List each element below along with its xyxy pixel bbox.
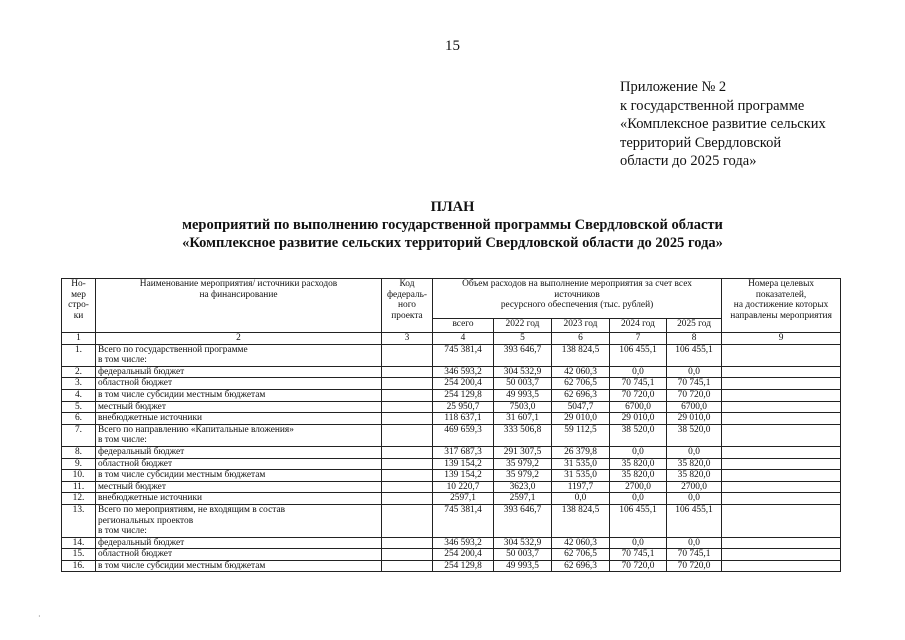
row-2024: 0,0 xyxy=(610,446,667,458)
row-targets xyxy=(722,366,841,378)
row-targets xyxy=(722,481,841,493)
row-number: 3. xyxy=(62,378,96,390)
row-2024: 35 820,0 xyxy=(610,470,667,482)
row-name: Всего по мероприятиям, не входящим в состав региональных проектов в том числе: xyxy=(96,504,382,537)
row-total: 10 220,7 xyxy=(433,481,494,493)
row-targets xyxy=(722,378,841,390)
row-2024: 6700,0 xyxy=(610,401,667,413)
row-2022: 50 003,7 xyxy=(494,378,552,390)
row-2023: 1197,7 xyxy=(552,481,610,493)
row-2022: 31 607,1 xyxy=(494,413,552,425)
row-2024: 70 720,0 xyxy=(610,560,667,572)
row-name: в том числе субсидии местным бюджетам xyxy=(96,470,382,482)
plan-table xyxy=(61,278,841,572)
row-targets xyxy=(722,413,841,425)
table-row xyxy=(62,470,841,482)
row-2022: 304 532,9 xyxy=(494,537,552,549)
row-total: 25 950,7 xyxy=(433,401,494,413)
header-row-number: Но- мер стро- ки xyxy=(62,279,96,333)
row-total: 346 593,2 xyxy=(433,537,494,549)
row-total: 745 381,4 xyxy=(433,344,494,366)
appendix-block xyxy=(620,78,890,171)
row-total: 2597,1 xyxy=(433,493,494,505)
row-2025: 0,0 xyxy=(667,446,722,458)
header-2025: 2025 год xyxy=(667,319,722,333)
row-2025: 106 455,1 xyxy=(667,504,722,537)
column-number-row xyxy=(62,333,841,345)
row-2025: 0,0 xyxy=(667,493,722,505)
row-code xyxy=(382,493,433,505)
row-total: 254 129,8 xyxy=(433,560,494,572)
row-targets xyxy=(722,537,841,549)
row-targets xyxy=(722,344,841,366)
appendix-line: территорий Свердловской xyxy=(620,134,782,151)
row-2023: 42 060,3 xyxy=(552,537,610,549)
row-targets xyxy=(722,560,841,572)
row-2025: 35 820,0 xyxy=(667,458,722,470)
row-2023: 31 535,0 xyxy=(552,458,610,470)
row-total: 317 687,3 xyxy=(433,446,494,458)
row-targets xyxy=(722,401,841,413)
table-row xyxy=(62,424,841,446)
row-targets xyxy=(722,458,841,470)
column-number: 1 xyxy=(62,333,96,345)
row-2024: 38 520,0 xyxy=(610,424,667,446)
row-2023: 62 706,5 xyxy=(552,378,610,390)
row-name: областной бюджет xyxy=(96,378,382,390)
row-2022: 3623,0 xyxy=(494,481,552,493)
table-row xyxy=(62,401,841,413)
row-total: 254 200,4 xyxy=(433,549,494,561)
row-2023: 62 696,3 xyxy=(552,389,610,401)
row-code xyxy=(382,446,433,458)
row-2022: 393 646,7 xyxy=(494,504,552,537)
row-number: 2. xyxy=(62,366,96,378)
column-number: 2 xyxy=(96,333,382,345)
row-number: 16. xyxy=(62,560,96,572)
row-2024: 70 745,1 xyxy=(610,378,667,390)
appendix-line: области до 2025 года» xyxy=(620,153,757,169)
row-name: федеральный бюджет xyxy=(96,446,382,458)
row-name: местный бюджет xyxy=(96,481,382,493)
header-2023: 2023 год xyxy=(552,319,610,333)
row-code xyxy=(382,344,433,366)
row-2025: 38 520,0 xyxy=(667,424,722,446)
row-targets xyxy=(722,470,841,482)
row-number: 1. xyxy=(62,344,96,366)
table-row xyxy=(62,537,841,549)
row-2023: 42 060,3 xyxy=(552,366,610,378)
row-code xyxy=(382,413,433,425)
column-number: 6 xyxy=(552,333,610,345)
title-line-plan: ПЛАН xyxy=(430,199,475,215)
row-total: 139 154,2 xyxy=(433,470,494,482)
row-code xyxy=(382,378,433,390)
row-2022: 333 506,8 xyxy=(494,424,552,446)
row-code xyxy=(382,401,433,413)
row-2022: 50 003,7 xyxy=(494,549,552,561)
table-row xyxy=(62,366,841,378)
column-number: 4 xyxy=(433,333,494,345)
row-targets xyxy=(722,446,841,458)
title-line: мероприятий по выполнению государственной программы Свердловской области xyxy=(182,217,723,233)
header-target-indicators: Номера целевых показателей, на достижение которых направлены мероприятия xyxy=(722,279,841,333)
row-total: 139 154,2 xyxy=(433,458,494,470)
row-2024: 35 820,0 xyxy=(610,458,667,470)
row-2024: 0,0 xyxy=(610,537,667,549)
row-2025: 70 720,0 xyxy=(667,389,722,401)
table-row xyxy=(62,549,841,561)
row-name: федеральный бюджет xyxy=(96,366,382,378)
row-2023: 138 824,5 xyxy=(552,344,610,366)
row-2025: 70 745,1 xyxy=(667,549,722,561)
row-targets xyxy=(722,389,841,401)
row-2022: 2597,1 xyxy=(494,493,552,505)
row-name: Всего по направлению «Капитальные вложения» в том числе: xyxy=(96,424,382,446)
document-title xyxy=(0,198,905,252)
row-targets xyxy=(722,549,841,561)
appendix-line: Приложение № 2 xyxy=(620,79,727,95)
header-amount-group: Объем расходов на выполнение мероприятия за счет всех источников ресурсного обеспечения (тыс. рублей) xyxy=(433,279,722,319)
row-number: 6. xyxy=(62,413,96,425)
table-row xyxy=(62,493,841,505)
row-name: местный бюджет xyxy=(96,401,382,413)
row-2023: 31 535,0 xyxy=(552,470,610,482)
column-number: 7 xyxy=(610,333,667,345)
row-2024: 29 010,0 xyxy=(610,413,667,425)
row-2024: 0,0 xyxy=(610,366,667,378)
table-row xyxy=(62,413,841,425)
row-2023: 59 112,5 xyxy=(552,424,610,446)
row-2023: 5047,7 xyxy=(552,401,610,413)
row-2024: 2700,0 xyxy=(610,481,667,493)
row-total: 254 129,8 xyxy=(433,389,494,401)
row-code xyxy=(382,481,433,493)
table-row xyxy=(62,389,841,401)
row-2025: 2700,0 xyxy=(667,481,722,493)
row-number: 15. xyxy=(62,549,96,561)
row-name: в том числе субсидии местным бюджетам xyxy=(96,389,382,401)
row-2022: 35 979,2 xyxy=(494,458,552,470)
table-row xyxy=(62,504,841,537)
row-2022: 393 646,7 xyxy=(494,344,552,366)
header-total: всего xyxy=(433,319,494,333)
row-code xyxy=(382,424,433,446)
row-number: 5. xyxy=(62,401,96,413)
row-2022: 35 979,2 xyxy=(494,470,552,482)
row-code xyxy=(382,470,433,482)
table-row xyxy=(62,446,841,458)
row-2025: 70 745,1 xyxy=(667,378,722,390)
row-2025: 70 720,0 xyxy=(667,560,722,572)
row-2023: 62 706,5 xyxy=(552,549,610,561)
header-2024: 2024 год xyxy=(610,319,667,333)
row-code xyxy=(382,549,433,561)
row-targets xyxy=(722,424,841,446)
header-federal-project-code: Код федераль- ного проекта xyxy=(382,279,433,333)
row-number: 12. xyxy=(62,493,96,505)
column-number: 5 xyxy=(494,333,552,345)
row-2025: 6700,0 xyxy=(667,401,722,413)
row-2023: 0,0 xyxy=(552,493,610,505)
row-2025: 106 455,1 xyxy=(667,344,722,366)
row-total: 346 593,2 xyxy=(433,366,494,378)
row-2025: 0,0 xyxy=(667,366,722,378)
scan-mark: · xyxy=(38,612,41,621)
row-code xyxy=(382,458,433,470)
row-targets xyxy=(722,493,841,505)
row-2025: 0,0 xyxy=(667,537,722,549)
row-2025: 35 820,0 xyxy=(667,470,722,482)
table-row xyxy=(62,560,841,572)
row-number: 11. xyxy=(62,481,96,493)
row-name: внебюджетные источники xyxy=(96,413,382,425)
row-number: 10. xyxy=(62,470,96,482)
row-number: 7. xyxy=(62,424,96,446)
row-2024: 70 745,1 xyxy=(610,549,667,561)
table-row xyxy=(62,458,841,470)
row-2022: 291 307,5 xyxy=(494,446,552,458)
row-2022: 304 532,9 xyxy=(494,366,552,378)
column-number: 9 xyxy=(722,333,841,345)
row-name: областной бюджет xyxy=(96,458,382,470)
row-number: 14. xyxy=(62,537,96,549)
row-2023: 26 379,8 xyxy=(552,446,610,458)
header-2022: 2022 год xyxy=(494,319,552,333)
row-2024: 106 455,1 xyxy=(610,504,667,537)
row-number: 8. xyxy=(62,446,96,458)
table-row xyxy=(62,378,841,390)
row-number: 13. xyxy=(62,504,96,537)
row-name: федеральный бюджет xyxy=(96,537,382,549)
table-row xyxy=(62,344,841,366)
title-line: «Комплексное развитие сельских территорий Свердловской области до 2025 года» xyxy=(182,235,723,251)
row-total: 469 659,3 xyxy=(433,424,494,446)
row-code xyxy=(382,389,433,401)
row-total: 254 200,4 xyxy=(433,378,494,390)
row-number: 9. xyxy=(62,458,96,470)
row-2023: 29 010,0 xyxy=(552,413,610,425)
row-2024: 70 720,0 xyxy=(610,389,667,401)
row-2023: 138 824,5 xyxy=(552,504,610,537)
header-name: Наименование мероприятия/ источники расходов на финансирование xyxy=(96,279,382,333)
appendix-line: «Комплексное развитие сельских xyxy=(620,116,826,132)
row-total: 118 637,1 xyxy=(433,413,494,425)
row-total: 745 381,4 xyxy=(433,504,494,537)
row-2022: 7503,0 xyxy=(494,401,552,413)
row-code xyxy=(382,366,433,378)
row-name: в том числе субсидии местным бюджетам xyxy=(96,560,382,572)
row-number: 4. xyxy=(62,389,96,401)
row-name: областной бюджет xyxy=(96,549,382,561)
table-header-row xyxy=(62,279,841,319)
table-row xyxy=(62,481,841,493)
row-2022: 49 993,5 xyxy=(494,560,552,572)
column-number: 3 xyxy=(382,333,433,345)
row-2023: 62 696,3 xyxy=(552,560,610,572)
column-number: 8 xyxy=(667,333,722,345)
page-number: 15 xyxy=(445,38,460,54)
row-2024: 106 455,1 xyxy=(610,344,667,366)
row-2025: 29 010,0 xyxy=(667,413,722,425)
row-name: Всего по государственной программе в том числе: xyxy=(96,344,382,366)
row-name: внебюджетные источники xyxy=(96,493,382,505)
row-code xyxy=(382,537,433,549)
row-2024: 0,0 xyxy=(610,493,667,505)
row-2022: 49 993,5 xyxy=(494,389,552,401)
row-code xyxy=(382,504,433,537)
row-code xyxy=(382,560,433,572)
row-targets xyxy=(722,504,841,537)
appendix-line: к государственной программе xyxy=(620,97,805,114)
